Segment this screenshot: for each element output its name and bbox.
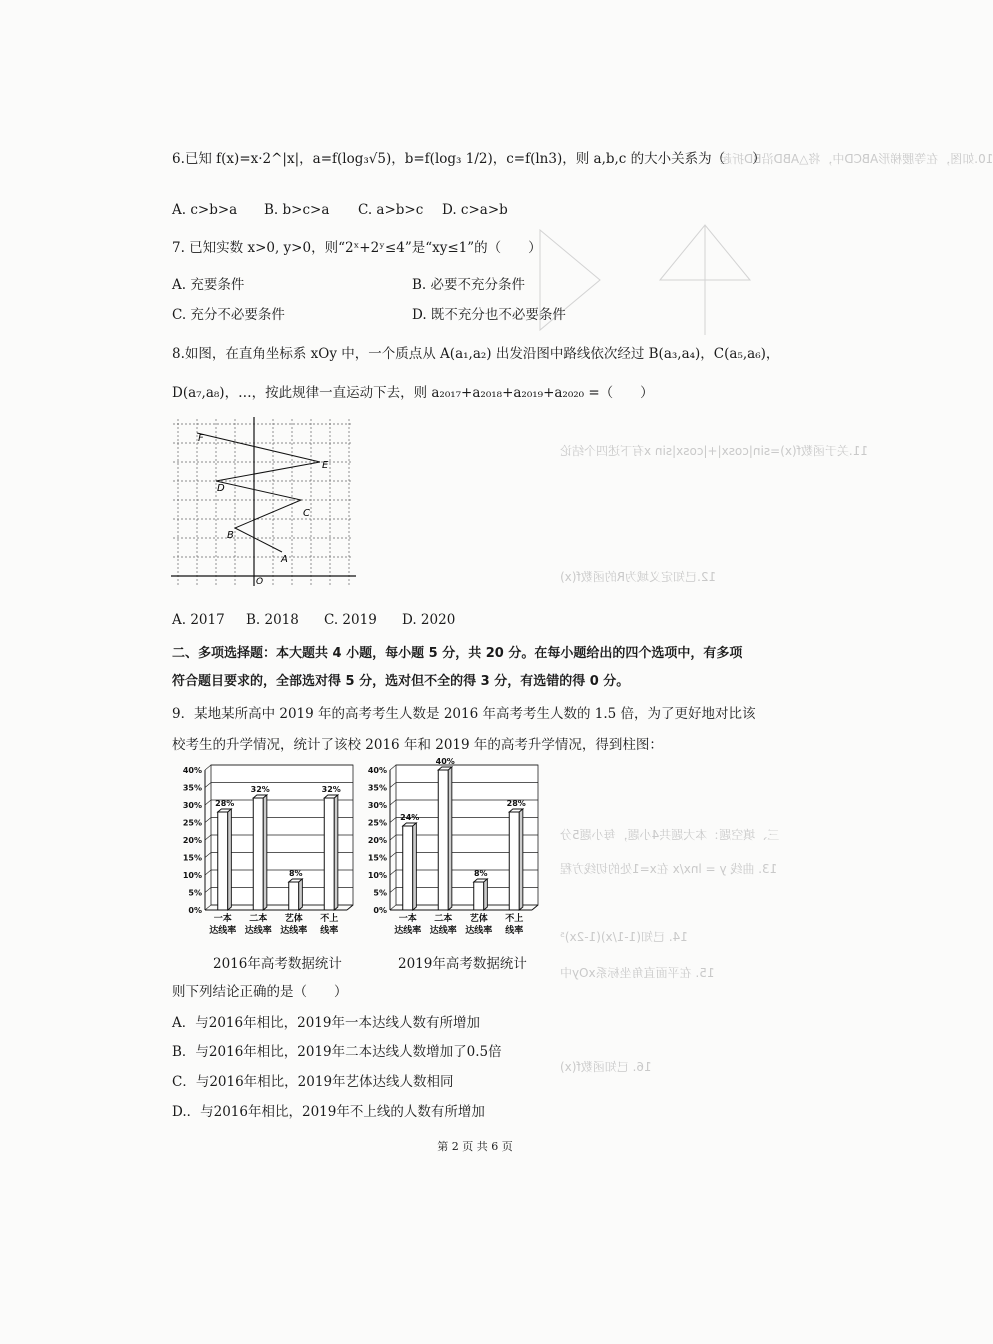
chart-ytick-label: 15% <box>182 853 202 863</box>
chart-ytick-label: 10% <box>182 871 202 880</box>
chart-ytick-label: 30% <box>367 801 387 810</box>
q9-option-a: A．与2016年相比，2019年一本达线人数有所增加 <box>172 1015 480 1031</box>
chart-gridline-diag <box>205 888 211 893</box>
bleed-through-text: 14. 已知(1-1/x)(1-2x)⁵ <box>560 930 688 944</box>
chart-bar-side <box>484 879 488 910</box>
chart-value-label: 24% <box>400 813 420 822</box>
q6-option-a: A. c>b>a <box>172 202 238 218</box>
chart-category-label: 一本达线率 <box>209 914 237 936</box>
chart-bar-side <box>228 809 232 910</box>
chart-gridline-diag <box>205 765 211 770</box>
chart-gridline-diag <box>205 870 211 875</box>
chart-ytick-label: 10% <box>367 871 387 880</box>
chart-value-label: 8% <box>473 869 488 878</box>
chart-ytick-label: 35% <box>367 783 387 793</box>
chart-value-label: 32% <box>321 785 341 794</box>
chart-ytick-label: 5% <box>373 888 387 898</box>
chart-bar-side <box>263 795 267 910</box>
chart-ytick-label: 25% <box>367 818 387 828</box>
chart-gridline-diag <box>390 800 396 805</box>
chart-floor-edge <box>532 905 538 910</box>
chart-value-label: 28% <box>215 799 235 808</box>
q8-zigzag-path <box>197 433 320 552</box>
chart-bar-side <box>413 823 417 910</box>
q8-grid <box>173 419 353 586</box>
bleed-through-text: 11.关于函数f(x)=sin|cosx|+|cosx|sin x有下述四个结论 <box>560 444 868 458</box>
chart-bar-side <box>519 809 523 910</box>
q9-option-c: C．与2016年相比，2019年艺体达线人数相同 <box>172 1074 454 1090</box>
chart-ytick-label: 40% <box>367 766 387 775</box>
chart-gridline-diag <box>390 783 396 788</box>
chart-category-label: 二本达线率 <box>429 914 457 936</box>
chart-category-label: 不上线率 <box>320 914 339 936</box>
section-2-heading-line2: 符合题目要求的，全部选对得 5 分，选对但不全的得 3 分，有选错的得 0 分。 <box>172 674 630 689</box>
q8-path-figure <box>168 414 358 589</box>
chart-bar-side <box>448 767 452 910</box>
chart-ytick-label: 5% <box>188 888 202 898</box>
chart-bar <box>289 882 299 910</box>
q9-option-b: B．与2016年相比，2019年二本达线人数增加了0.5倍 <box>172 1044 502 1060</box>
chart-ytick-label: 15% <box>367 853 387 863</box>
chart-gridline-diag <box>205 783 211 788</box>
chart-bar <box>403 826 413 910</box>
chart-ytick-label: 35% <box>182 783 202 793</box>
chart-gridline-diag <box>205 853 211 858</box>
chart-ytick-label: 0% <box>373 906 387 915</box>
chart-2019-bar <box>360 757 545 938</box>
chart-gridline-diag <box>390 818 396 823</box>
chart-gridline-diag <box>390 853 396 858</box>
chart-ytick-label: 25% <box>182 818 202 828</box>
q8-option-d: D. 2020 <box>402 612 456 628</box>
chart-ytick-label: 20% <box>182 836 202 845</box>
chart-category-label: 艺体达线率 <box>465 914 493 936</box>
bleed-through-text: 三、填空题：本大题共4小题，每小题5分 <box>560 828 780 842</box>
q8-label-a: A <box>281 554 288 565</box>
q8-label-c: C <box>303 508 310 519</box>
question-7-stem: 7. 已知实数 x>0, y>0，则“2ˣ+2ʸ≤4”是“xy≤1”的（ ） <box>172 240 542 256</box>
chart-gridline-diag <box>205 800 211 805</box>
chart-ytick-label: 20% <box>367 836 387 845</box>
question-8-stem-line2: D(a₇,a₈)，…，按此规律一直运动下去，则 a₂₀₁₇+a₂₀₁₈+a₂₀₁₉+a₂₀₂₀ =（ ） <box>172 385 654 401</box>
q8-label-o: O <box>256 577 264 587</box>
bleed-through-text: 16. 已知函数f(x) <box>560 1060 652 1074</box>
chart-gridline-diag <box>390 888 396 893</box>
q7-option-a: A. 充要条件 <box>172 277 245 293</box>
question-8-stem-line1: 8.如图，在直角坐标系 xOy 中，一个质点从 A(a₁,a₂) 出发沿图中路线依次经过 B(a₃,a₄)，C(a₅,a₆)， <box>172 346 780 362</box>
chart-gridline-diag <box>390 765 396 770</box>
chart-gridline-diag <box>205 818 211 823</box>
page-footer: 第 2 页 共 6 页 <box>437 1140 513 1153</box>
chart-gridline-diag <box>390 905 396 910</box>
chart-gridline-diag <box>390 870 396 875</box>
chart-bar <box>324 798 334 910</box>
q6-option-d: D. c>a>b <box>442 202 508 218</box>
q9-option-d: D.．与2016年相比，2019年不上线的人数有所增加 <box>172 1104 485 1120</box>
q7-option-c: C. 充分不必要条件 <box>172 307 285 323</box>
chart-category-label: 不上线率 <box>505 914 524 936</box>
chart-ytick-label: 30% <box>182 801 202 810</box>
chart-value-label: 32% <box>250 785 270 794</box>
chart-ytick-label: 40% <box>182 766 202 775</box>
chart-value-label: 28% <box>506 799 526 808</box>
question-9-prompt: 则下列结论正确的是（ ） <box>172 984 348 1000</box>
chart-gridline-diag <box>205 905 211 910</box>
q6-option-b: B. b>c>a <box>264 202 330 218</box>
q8-option-b: B. 2018 <box>246 612 299 628</box>
chart-floor-edge <box>347 905 353 910</box>
bleed-through-text: 13. 曲线 y = lnx/x 在x=1处的切线方程 <box>560 862 778 876</box>
bleed-through-text: 12.已知定义域为R的函数f(x) <box>560 570 717 584</box>
chart-ytick-label: 0% <box>188 906 202 915</box>
chart-bar <box>509 812 519 910</box>
chart-bar <box>474 882 484 910</box>
chart-bar <box>253 798 263 910</box>
question-9-line2: 校考生的升学情况，统计了该校 2016 年和 2019 年的高考升学情况，得到柱图： <box>172 737 663 753</box>
chart-bar-side <box>334 795 338 910</box>
section-2-heading-line1: 二、多项选择题：本大题共 4 小题，每小题 5 分，共 20 分。在每小题给出的四个选项中，有多项 <box>172 646 743 661</box>
question-6-stem: 6.已知 f(x)=x·2^|x|，a=f(log₃√5)，b=f(log₃ 1/2)，c=f(ln3)，则 a,b,c 的大小关系为（ ） <box>172 151 766 167</box>
chart-value-label: 40% <box>435 757 455 766</box>
q8-label-d: D <box>217 483 225 494</box>
chart-category-label: 艺体达线率 <box>280 914 308 936</box>
q6-option-c: C. a>b>c <box>358 202 424 218</box>
chart-gridline-diag <box>205 835 211 840</box>
q8-option-a: A. 2017 <box>172 612 225 628</box>
q7-option-b: B. 必要不充分条件 <box>412 277 526 293</box>
q8-label-f: F <box>198 433 204 444</box>
chart-value-label: 8% <box>288 869 303 878</box>
bleed-through-text: 10.如图，在等腰梯形ABCD中，将△ABD沿BD折起 <box>720 152 993 166</box>
q8-label-b: B <box>227 530 234 541</box>
chart-category-label: 二本达线率 <box>244 914 272 936</box>
bleed-through-text: 15. 在平面直角坐标系xOy中 <box>560 966 715 980</box>
chart-bar <box>438 770 448 910</box>
chart-gridline-diag <box>390 835 396 840</box>
chart-bar-side <box>299 879 303 910</box>
q7-option-d: D. 既不充分也不必要条件 <box>412 307 566 323</box>
q8-option-c: C. 2019 <box>324 612 377 628</box>
chart-2019-title: 2019年高考数据统计 <box>398 956 527 972</box>
chart-bar <box>218 812 228 910</box>
q8-label-e: E <box>322 460 329 471</box>
chart-2016-title: 2016年高考数据统计 <box>213 956 342 972</box>
question-9-line1: 9．某地某所高中 2019 年的高考考生人数是 2016 年高考考生人数的 1.5 倍，为了更好地对比该 <box>172 706 756 722</box>
chart-2016-bar <box>175 760 360 938</box>
chart-category-label: 一本达线率 <box>394 914 422 936</box>
